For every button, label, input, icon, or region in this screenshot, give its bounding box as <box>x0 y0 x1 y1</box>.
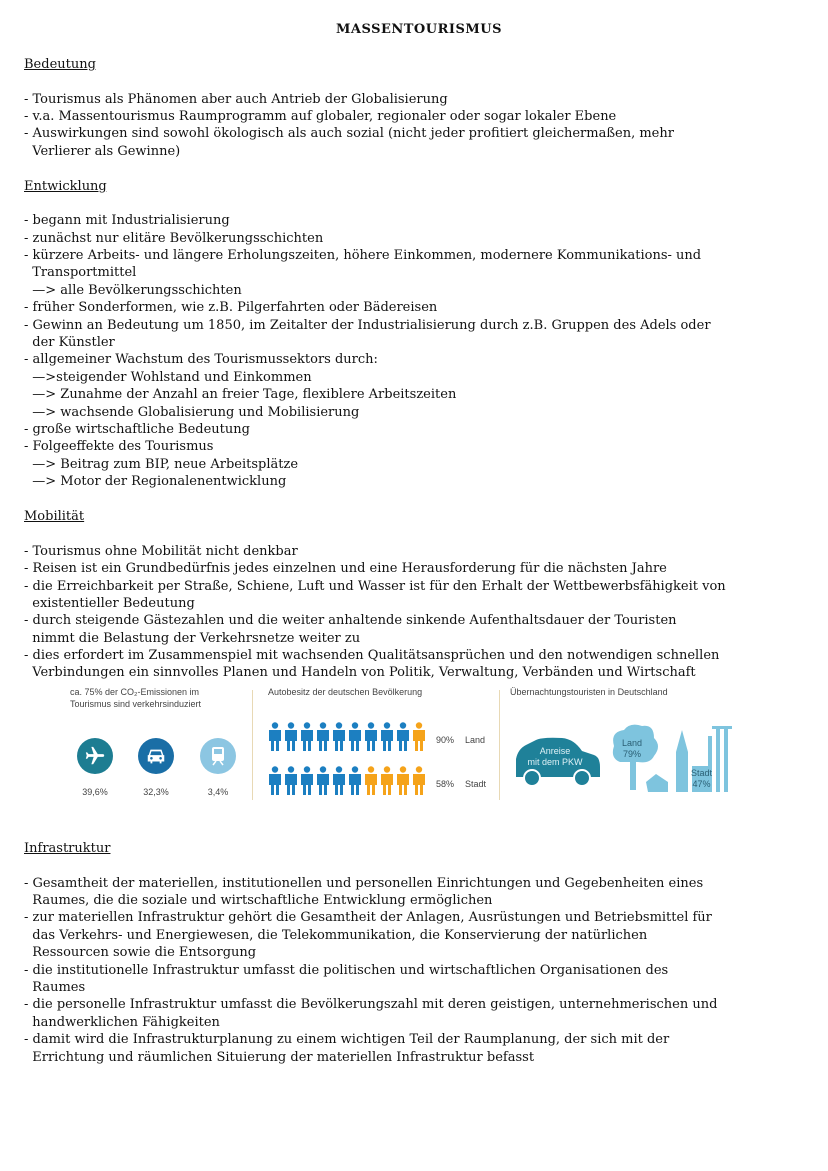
person-icon-owner <box>284 722 298 752</box>
person-icon-owner <box>364 722 378 752</box>
text-line: —> Beitrag zum BIP, neue Arbeitsplätze <box>24 456 299 472</box>
text-line: - dies erfordert im Zusammenspiel mit wachsenden Qualitätsansprüchen und den notwendigen schnellen <box>24 648 720 664</box>
section-entwicklung <box>24 178 814 491</box>
co2-title-line1: ca. 75% der CO₂-Emissionen im <box>70 686 200 697</box>
text-line: Raumes <box>24 979 86 995</box>
person-icon-nonowner <box>380 766 394 796</box>
section-mobilitaet <box>24 508 814 682</box>
land-percent: 90% <box>436 734 455 745</box>
person-icon-nonowner <box>412 766 426 796</box>
text-line: - die institutionelle Infrastruktur umfasst die politischen und wirtschaftlichen Organisationen des <box>24 962 669 978</box>
text-line: - Folgeeffekte des Tourismus <box>24 439 214 455</box>
text-line: Verbindungen ein sinnvolles Planen und Handeln von Politik, Verwaltung, Verbänden und Wirtschaft <box>24 665 696 681</box>
text-line: —> Motor der Regionalenentwicklung <box>24 474 287 490</box>
person-icon-owner <box>332 722 346 752</box>
text-line: handwerklichen Fähigkeiten <box>24 1014 220 1030</box>
text-line: - allgemeiner Wachstum des Tourismussektors durch: <box>24 352 378 368</box>
text-line: - Gesamtheit der materiellen, institutionellen und personellen Einrichtungen und Gegebenheiten eines <box>24 875 704 891</box>
text-line: - Auswirkungen sind sowohl ökologisch als auch sozial (nicht jeder profitiert gleichermaßen, mehr <box>24 126 674 142</box>
text-line: Verlierer als Gewinne) <box>24 143 181 159</box>
text-line: das Verkehrs- und Energiewesen, die Telekommunikation, die Konservierung der natürlichen <box>24 927 648 943</box>
person-icon-owner <box>300 722 314 752</box>
autobesitz-title: Autobesitz der deutschen Bevölkerung <box>268 686 423 697</box>
people-row-land <box>268 722 426 752</box>
text-line: - Tourismus als Phänomen aber auch Antrieb der Globalisierung <box>24 91 448 107</box>
document <box>24 21 814 1066</box>
person-icon-owner <box>284 766 298 796</box>
text-line: der Künstler <box>24 335 115 351</box>
land-stat-value: 79% <box>623 748 642 759</box>
text-line: - durch steigende Gästezahlen und die weiter anhaltende sinkende Aufenthaltsdauer der Touristen <box>24 613 677 629</box>
text-line: —> wachsende Globalisierung und Mobilisierung <box>24 404 360 420</box>
co2-airplane-value: 39,6% <box>82 786 108 797</box>
stadt-stat-label: Stadt <box>691 767 713 778</box>
person-icon-owner <box>316 766 330 796</box>
section-heading: Mobilität <box>24 508 85 524</box>
airplane-icon <box>77 738 113 774</box>
uebernachtung-title: Übernachtungstouristen in Deutschland <box>510 686 668 697</box>
text-line: - damit wird die Infrastrukturplanung zu einem wichtigen Teil der Raumplanung, der sich mit der <box>24 1032 670 1048</box>
text-line: - die personelle Infrastruktur umfasst die Bevölkerungszahl mit deren geistigen, unternehmerischen und <box>24 997 718 1013</box>
text-line: - zur materiellen Infrastruktur gehört die Gesamtheit der Anlagen, Ausrüstungen und Betriebsmittel für <box>24 910 712 926</box>
stadt-percent: 58% <box>436 778 455 789</box>
text-line: —> Zunahme der Anzahl an freier Tage, flexiblere Arbeitszeiten <box>24 387 457 403</box>
section-heading: Bedeutung <box>24 56 96 72</box>
car-text <box>520 746 590 768</box>
text-line: - kürzere Arbeits- und längere Erholungszeiten, höhere Einkommen, modernere Kommunikations- und <box>24 248 702 264</box>
person-icon-owner <box>380 722 394 752</box>
co2-panel <box>70 686 250 710</box>
train-icon <box>200 738 236 774</box>
land-label: Land <box>465 734 486 745</box>
car-text-line2: mit dem PKW <box>527 756 583 767</box>
person-icon-owner <box>268 722 282 752</box>
land-stat <box>622 738 642 760</box>
stadt-label: Stadt <box>465 778 487 789</box>
person-icon-nonowner <box>412 722 426 752</box>
section-bedeutung <box>24 56 814 160</box>
section-heading: Entwicklung <box>24 178 107 194</box>
text-line: nimmt die Belastung der Verkehrsnetze weiter zu <box>24 630 361 646</box>
co2-car-value: 32,3% <box>143 786 169 797</box>
text-line: - v.a. Massentourismus Raumprogramm auf globaler, regionaler oder sogar lokaler Ebene <box>24 108 617 124</box>
text-line: —> alle Bevölkerungsschichten <box>24 282 242 298</box>
person-icon-owner <box>396 722 410 752</box>
text-line: - Reisen ist ein Grundbedürfnis jedes einzelnen und eine Herausforderung für die nächsten Jahre <box>24 561 667 577</box>
text-line: - früher Sonderformen, wie z.B. Pilgerfahrten oder Bädereisen <box>24 300 438 316</box>
mobility-infographic <box>24 682 814 840</box>
co2-title-line2: Tourismus sind verkehrsinduziert <box>70 698 202 709</box>
people-row-stadt <box>268 766 426 796</box>
person-icon-owner <box>268 766 282 796</box>
land-stat-label: Land <box>622 737 643 748</box>
stadt-stat <box>691 768 712 790</box>
stadt-stat-value: 47% <box>692 778 711 789</box>
text-line: - zunächst nur elitäre Bevölkerungsschichten <box>24 230 324 246</box>
person-icon-owner <box>348 722 362 752</box>
text-line: Ressourcen sowie die Entsorgung <box>24 945 257 961</box>
co2-train-value: 3,4% <box>207 786 229 797</box>
person-icon-owner <box>332 766 346 796</box>
text-line: - große wirtschaftliche Bedeutung <box>24 421 250 437</box>
text-line: Errichtung und räumlichen Situierung der materiellen Infrastruktur befasst <box>24 1049 535 1065</box>
text-line: - die Erreichbarkeit per Straße, Schiene, Luft und Wasser ist für den Erhalt der Wettbewerbsfähigkeit von <box>24 578 726 594</box>
text-line: - Gewinn an Bedeutung um 1850, im Zeitalter der Industrialisierung durch z.B. Gruppen des Adels oder <box>24 317 711 333</box>
text-line: —>steigender Wohlstand und Einkommen <box>24 369 312 385</box>
person-icon-owner <box>300 766 314 796</box>
car-text-line1: Anreise <box>539 745 571 756</box>
person-icon-owner <box>348 766 362 796</box>
text-line: existentieller Bedeutung <box>24 595 195 611</box>
person-icon-nonowner <box>396 766 410 796</box>
section-infrastruktur <box>24 840 814 1066</box>
text-line: Transportmittel <box>24 265 137 281</box>
person-icon-nonowner <box>364 766 378 796</box>
page-title: MASSENTOURISMUS <box>336 22 502 37</box>
section-heading: Infrastruktur <box>24 840 111 856</box>
car-icon <box>138 738 174 774</box>
person-icon-owner <box>316 722 330 752</box>
text-line: - begann mit Industrialisierung <box>24 213 230 229</box>
text-line: Raumes, die die soziale und wirtschaftliche Entwicklung ermöglichen <box>24 893 493 909</box>
text-line: - Tourismus ohne Mobilität nicht denkbar <box>24 543 298 559</box>
